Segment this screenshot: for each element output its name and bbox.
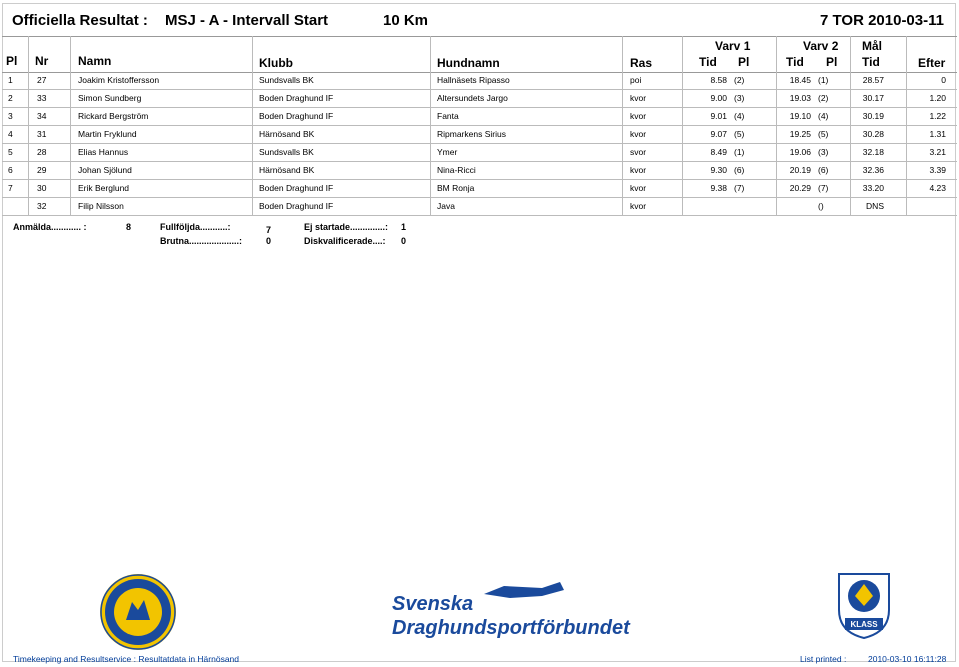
row-cell-namn: Rickard Bergström [78, 111, 149, 121]
row-cell-v2t: 20.19 [789, 165, 811, 175]
row-cell-v1t: 9.30 [710, 165, 727, 175]
row-cell-klubb: Boden Draghund IF [259, 201, 334, 211]
row-cell-mal: 30.28 [862, 129, 884, 139]
row-cell-namn: Johan Sjölund [78, 165, 132, 175]
row-cell-nr: 32 [37, 201, 47, 211]
footer-printed-label: List printed : [800, 654, 847, 664]
row-cell-efter: 3.21 [929, 147, 946, 157]
row-cell-mal: 32.18 [862, 147, 884, 157]
federation-badge-logo [98, 572, 178, 652]
logo-line1: Svenska [392, 593, 474, 615]
row-cell-nr: 28 [37, 147, 47, 157]
fullfoljda-label: Fullföljda...........: [160, 222, 231, 232]
row-cell-hund: Fanta [437, 111, 459, 121]
row-cell-ras: kvor [630, 129, 647, 139]
row-cell-pl: 6 [8, 165, 13, 175]
brutna-value: 0 [266, 236, 272, 246]
row-cell-hund: Java [437, 201, 455, 211]
row-cell-v2p: (3) [818, 147, 829, 157]
row-cell-namn: Elias Hannus [78, 147, 129, 157]
row-cell-v1t: 9.07 [710, 129, 727, 139]
row-cell-klubb: Sundsvalls BK [259, 75, 314, 85]
row-cell-v2p: (7) [818, 183, 829, 193]
row-cell-efter: 4.23 [929, 183, 946, 193]
row-cell-v2p: (4) [818, 111, 829, 121]
col-klubb: Klubb [259, 56, 293, 70]
race-date: 7 TOR 2010-03-11 [820, 12, 944, 29]
row-cell-v2p: () [818, 201, 824, 211]
row-cell-v1p: (3) [734, 93, 745, 103]
row-cell-v2p: (5) [818, 129, 829, 139]
col-varv2-tid: Tid [786, 55, 804, 69]
row-cell-ras: poi [630, 75, 642, 85]
col-ras: Ras [630, 56, 653, 70]
row-cell-pl: 2 [8, 93, 13, 103]
col-varv1-pl: Pl [738, 55, 750, 69]
row-cell-namn: Erik Berglund [78, 183, 130, 193]
row-cell-v2t: 19.03 [789, 93, 811, 103]
row-cell-mal: 32.36 [862, 165, 884, 175]
row-cell-namn: Simon Sundberg [78, 93, 142, 103]
row-cell-v1t: 9.01 [710, 111, 727, 121]
row-cell-klubb: Boden Draghund IF [259, 183, 334, 193]
row-divider [2, 161, 957, 162]
row-cell-pl: 7 [8, 183, 13, 193]
row-cell-pl: 1 [8, 75, 13, 85]
row-cell-v1t: 9.00 [710, 93, 727, 103]
row-cell-mal: 33.20 [862, 183, 884, 193]
row-cell-efter: 1.31 [929, 129, 946, 139]
row-divider [2, 215, 957, 216]
row-cell-v1p: (5) [734, 129, 745, 139]
col-varv1: Varv 1 [715, 39, 751, 53]
diskvalificerade-label: Diskvalificerade....: [304, 236, 386, 246]
row-cell-v1p: (6) [734, 165, 745, 175]
row-cell-v2t: 18.45 [789, 75, 811, 85]
row-cell-klubb: Härnösand BK [259, 129, 315, 139]
col-pl: Pl [6, 54, 18, 68]
col-hundnamn: Hundnamn [437, 56, 500, 70]
row-cell-efter: 1.22 [929, 111, 946, 121]
row-cell-nr: 34 [37, 111, 47, 121]
row-cell-nr: 27 [37, 75, 47, 85]
row-cell-ras: kvor [630, 165, 647, 175]
row-cell-nr: 30 [37, 183, 47, 193]
klass-logo [835, 570, 893, 640]
row-cell-efter: 0 [941, 75, 946, 85]
row-cell-mal: 30.17 [862, 93, 884, 103]
row-cell-hund: Altersundets Jargo [437, 93, 508, 103]
col-varv1-tid: Tid [699, 55, 717, 69]
row-cell-namn: Filip Nilsson [78, 201, 124, 211]
fullfoljda-value: 7 [266, 225, 272, 235]
row-cell-ras: kvor [630, 201, 647, 211]
row-cell-v1p: (1) [734, 147, 745, 157]
row-cell-ras: kvor [630, 111, 647, 121]
klass-text: KLASS [850, 620, 878, 629]
row-divider [2, 107, 957, 108]
col-mal-tid: Tid [862, 55, 880, 69]
row-cell-hund: BM Ronja [437, 183, 475, 193]
race-distance: 10 Km [383, 12, 429, 29]
row-cell-nr: 33 [37, 93, 47, 103]
col-namn: Namn [78, 54, 112, 68]
row-cell-v2p: (1) [818, 75, 829, 85]
row-cell-efter: 3.39 [929, 165, 946, 175]
col-mal: Mål [862, 39, 883, 53]
report-title: Officiella Resultat : [12, 12, 148, 29]
col-nr: Nr [35, 54, 49, 68]
row-cell-v1p: (7) [734, 183, 745, 193]
row-cell-v1t: 9.38 [710, 183, 727, 193]
row-cell-nr: 29 [37, 165, 47, 175]
row-cell-v1t: 8.49 [710, 147, 727, 157]
footer-timekeeping: Timekeeping and Resultservice : Resultatdata in Härnösand [13, 654, 240, 664]
row-cell-hund: Ymer [437, 147, 458, 157]
row-cell-v1t: 8.58 [710, 75, 727, 85]
ej-startade-value: 1 [401, 222, 407, 232]
diskvalificerade-value: 0 [401, 236, 407, 246]
anmalda-label: Anmälda............ : [13, 222, 87, 232]
row-divider [2, 179, 957, 180]
row-cell-pl: 3 [8, 111, 13, 121]
row-cell-v2p: (6) [818, 165, 829, 175]
dog-silhouette-icon [484, 582, 564, 598]
logo-line2: Draghundsportförbundet [392, 617, 630, 639]
row-cell-klubb: Sundsvalls BK [259, 147, 314, 157]
row-cell-ras: kvor [630, 93, 647, 103]
row-cell-v2t: 19.25 [789, 129, 811, 139]
row-cell-namn: Martin Fryklund [78, 129, 137, 139]
ej-startade-label: Ej startade..............: [304, 222, 389, 232]
row-cell-v2t: 19.06 [789, 147, 811, 157]
row-cell-efter: 1.20 [929, 93, 946, 103]
row-cell-v1p: (2) [734, 75, 745, 85]
row-cell-v2t: 20.29 [789, 183, 811, 193]
row-cell-hund: Ripmarkens Sirius [437, 129, 506, 139]
row-cell-v1p: (4) [734, 111, 745, 121]
row-cell-mal: 30.19 [862, 111, 884, 121]
race-type: - Intervall Start [223, 12, 329, 29]
col-varv2-pl: Pl [826, 55, 838, 69]
draghund-logo [392, 580, 652, 640]
row-divider [2, 89, 957, 90]
row-cell-pl: 5 [8, 147, 13, 157]
row-cell-hund: Nina-Ricci [437, 165, 476, 175]
row-cell-namn: Joakim Kristoffersson [78, 75, 160, 85]
row-cell-v2p: (2) [818, 93, 829, 103]
row-divider [2, 125, 957, 126]
row-cell-ras: svor [630, 147, 647, 157]
row-cell-mal: 28.57 [862, 75, 884, 85]
row-divider [2, 143, 957, 144]
row-cell-klubb: Boden Draghund IF [259, 111, 334, 121]
row-cell-hund: Hallnäsets Ripasso [437, 75, 510, 85]
row-cell-pl: 4 [8, 129, 13, 139]
row-cell-nr: 31 [37, 129, 47, 139]
race-name: MSJ - A [165, 12, 220, 29]
row-divider [2, 197, 957, 198]
brutna-label: Brutna....................: [160, 236, 243, 246]
row-cell-klubb: Härnösand BK [259, 165, 315, 175]
row-cell-v2t: 19.10 [789, 111, 811, 121]
row-cell-mal: DNS [866, 201, 884, 211]
col-varv2: Varv 2 [803, 39, 839, 53]
col-efter: Efter [918, 56, 946, 70]
row-cell-ras: kvor [630, 183, 647, 193]
footer-printed-date: 2010-03-10 16:11:28 [868, 654, 947, 664]
anmalda-value: 8 [126, 222, 132, 232]
row-cell-klubb: Boden Draghund IF [259, 93, 334, 103]
